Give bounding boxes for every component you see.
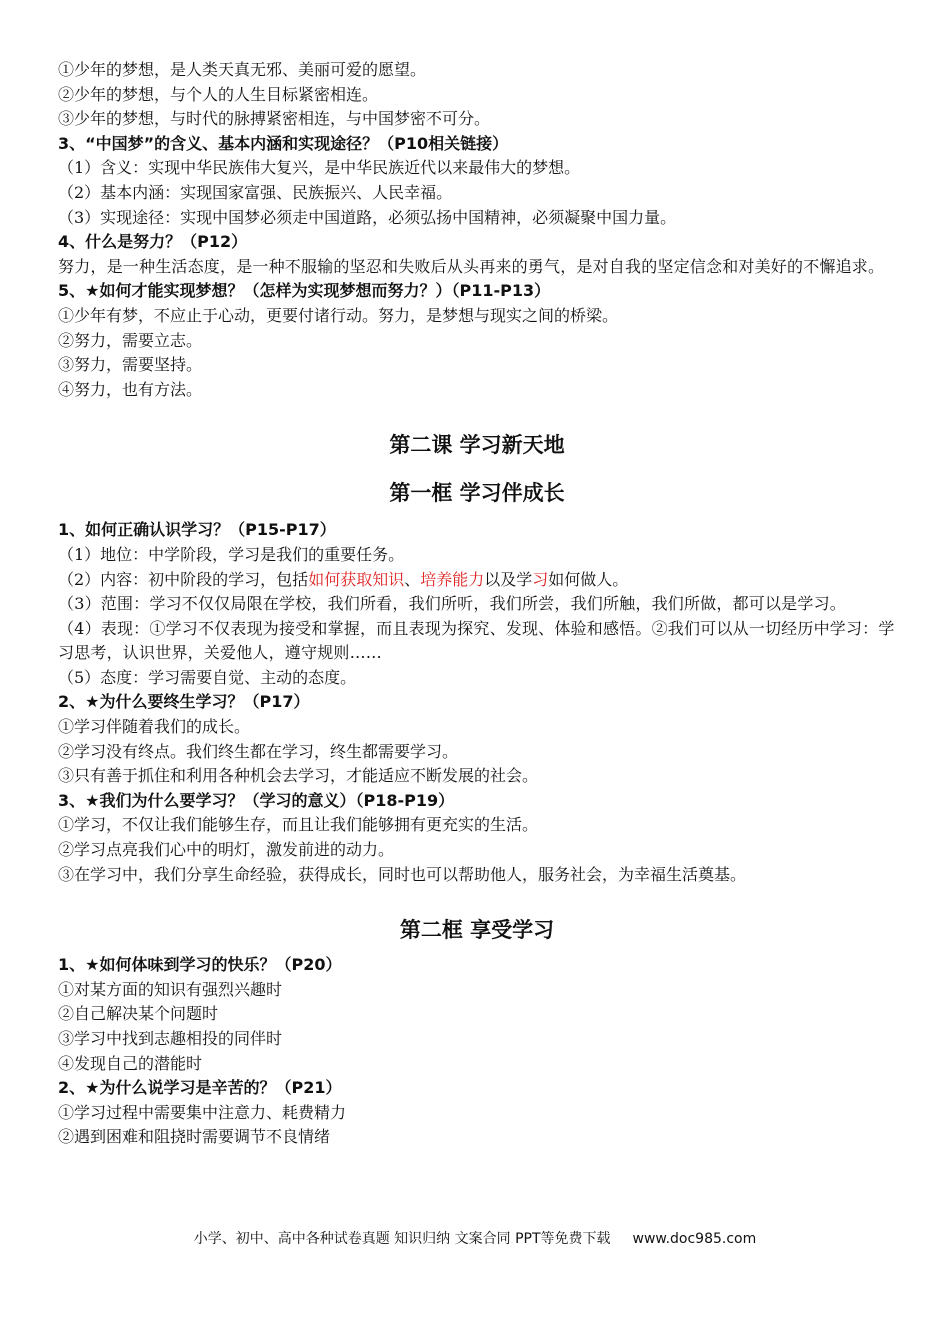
text-line: ①少年有梦，不应止于心动，更要付诸行动。努力，是梦想与现实之间的桥梁。 (58, 305, 619, 325)
question-heading: 1、★如何体味到学习的快乐？（P20） (58, 955, 342, 975)
text-paragraph: 努力，是一种生活态度，是一种不服输的坚忍和失败后从头再来的勇气，是对自我的坚定信念和对美好的不懈追求。 (58, 256, 885, 276)
lesson-title: 第二课 学习新天地 (389, 433, 565, 458)
text-line: ④努力，也有方法。 (58, 379, 203, 399)
text-line: ②努力，需要立志。 (58, 330, 203, 350)
text-line: ①对某方面的知识有强烈兴趣时 (58, 979, 283, 999)
text-line: ③少年的梦想，与时代的脉搏紧密相连，与中国梦密不可分。 (58, 109, 491, 129)
text-line: （1）地位：中学阶段，学习是我们的重要任务。 (58, 544, 405, 564)
text-span: 如何做人。 (548, 569, 629, 589)
text-line: ③学习中找到志趣相投的同伴时 (58, 1029, 283, 1048)
text-line: ②自己解决某个问题时 (58, 1004, 219, 1024)
footer-link[interactable]: www.doc985.com (632, 1231, 757, 1247)
text-span: （2）内容：初中阶段的学习，包括 (58, 569, 309, 589)
question-heading: 3、★我们为什么要学习？（学习的意义）（P18-P19） (58, 790, 455, 810)
question-heading: 2、★为什么说学习是辛苦的？（P21） (58, 1078, 342, 1098)
text-line: ①少年的梦想，是人类天真无邪、美丽可爱的愿望。 (58, 60, 427, 79)
frame-title: 第二框 享受学习 (399, 918, 555, 943)
highlight-text: 习 (532, 569, 549, 589)
text-line: ①学习伴随着我们的成长。 (58, 717, 251, 737)
text-line: ④发现自己的潜能时 (58, 1053, 203, 1073)
question-heading: 5、★如何才能实现梦想？（怎样为实现梦想而努力？）（P11-P13） (58, 281, 551, 301)
text-line: ②少年的梦想，与个人的人生目标紧密相连。 (58, 84, 379, 104)
frame-title: 第一框 学习伴成长 (389, 481, 565, 506)
text-line: ②遇到困难和阻挠时需要调节不良情绪 (58, 1127, 331, 1147)
text-line: （1）含义：实现中华民族伟大复兴，是中华民族近代以来最伟大的梦想。 (58, 158, 581, 178)
text-line: ③只有善于抓住和利用各种机会去学习，才能适应不断发展的社会。 (58, 766, 539, 786)
text-span: 以及学 (484, 569, 533, 589)
text-line: ①学习，不仅让我们能够生存，而且让我们能够拥有更充实的生活。 (58, 815, 539, 835)
text-line: ③在学习中，我们分享生命经验，获得成长，同时也可以帮助他人，服务社会，为幸福生活奠基。 (58, 864, 747, 884)
text-line: （2）基本内涵：实现国家富强、民族振兴、人民幸福。 (58, 182, 453, 202)
footer-text: 小学、初中、高中各种试卷真题 知识归纳 文案合同 PPT等免费下载 (193, 1231, 611, 1247)
text-line: （5）态度：学习需要自觉、主动的态度。 (58, 667, 357, 687)
question-heading: 1、如何正确认识学习？（P15-P17） (58, 520, 336, 540)
question-heading: 3、“中国梦”的含义、基本内涵和实现途径？（P10相关链接） (58, 133, 509, 153)
text-paragraph: （4）表现：①学习不仅表现为接受和掌握，而且表现为探究、发现、体验和感悟。②我们可以从一切经历中学习：学习思考，认识世界，关爱他人，遵守规则…… (58, 618, 895, 663)
text-span: 、 (404, 569, 421, 589)
highlight-text: 如何获取知识 (308, 569, 405, 589)
text-line: ③努力，需要坚持。 (58, 355, 203, 375)
text-line-highlighted (58, 568, 896, 593)
highlight-text: 培养能力 (420, 569, 485, 589)
text-line: ②学习没有终点。我们终生都在学习，终生都需要学习。 (58, 741, 459, 761)
text-line: （3）实现途径：实现中国梦必须走中国道路，必须弘扬中国精神，必须凝聚中国力量。 (58, 207, 677, 227)
text-line: ①学习过程中需要集中注意力、耗费精力 (58, 1102, 347, 1122)
text-paragraph: （3）范围：学习不仅仅局限在学校，我们所看，我们所听，我们所尝，我们所触，我们所做，都可以是学习。 (58, 594, 846, 614)
question-heading: 4、什么是努力？（P12） (58, 232, 248, 252)
text-line: ②学习点亮我们心中的明灯，激发前进的动力。 (58, 840, 395, 860)
document-page (58, 58, 896, 1150)
page-footer (0, 1228, 950, 1248)
question-heading: 2、★为什么要终生学习？（P17） (58, 692, 310, 712)
